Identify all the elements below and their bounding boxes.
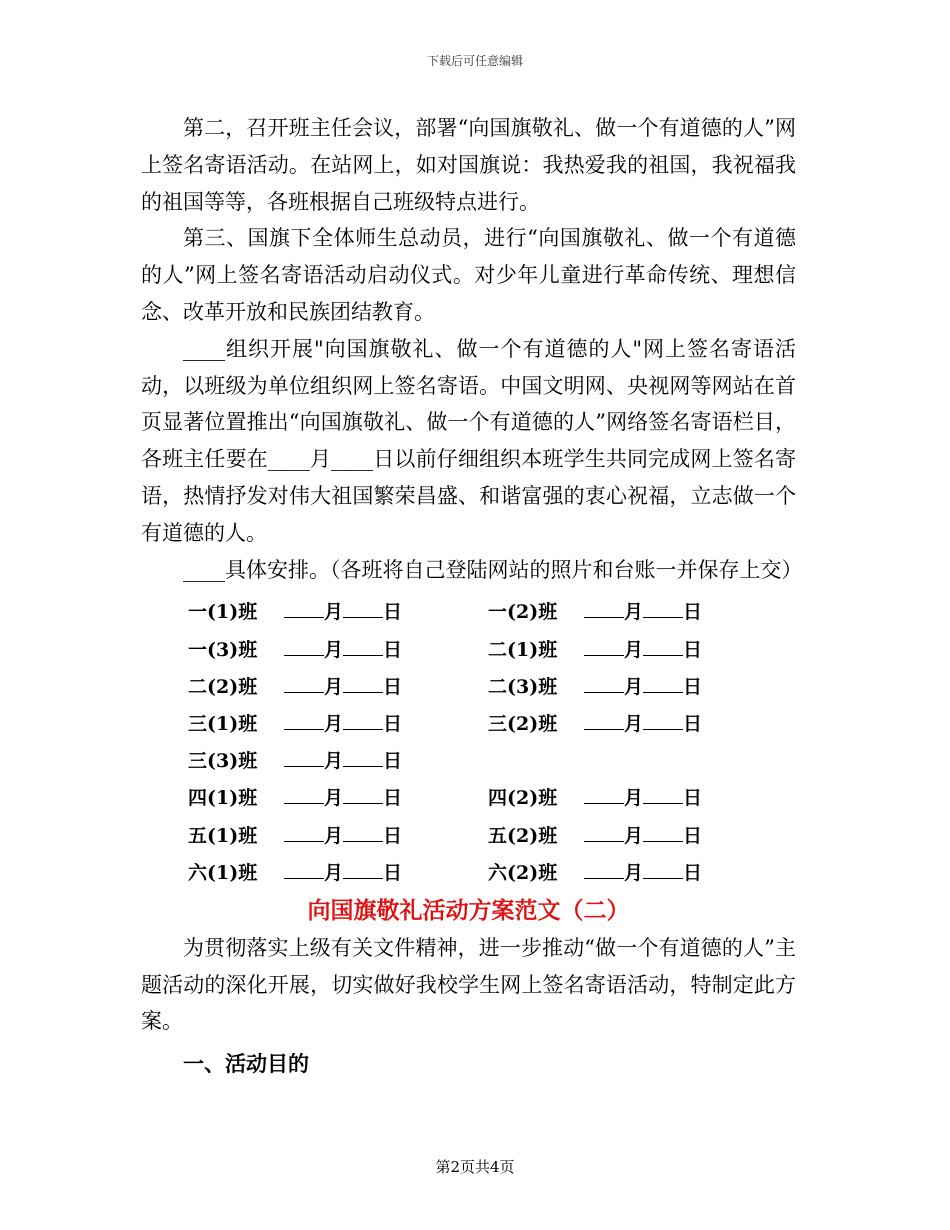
day-blank (643, 678, 683, 693)
schedule-row (188, 853, 788, 890)
day-label: 日 (383, 750, 403, 773)
schedule-entry (188, 746, 488, 773)
day-blank (343, 827, 383, 842)
class-name: 五(2)班 (488, 824, 558, 847)
date-blank (584, 672, 702, 699)
day-label: 日 (683, 675, 703, 698)
month-blank (284, 789, 324, 804)
date-blank (584, 709, 702, 736)
paragraph-organize: ____组织开展"向国旗敬礼、做一个有道德的人"网上签名寄语活动，以班级为单位组织网上签名寄语。中国文明网、央视网等网站在首页显著位置推出“向国旗敬礼、做一个有道德的人”网络签名寄语栏目，各班主任要在____月____日以前仔细组织本班学生共同完成网上签名寄语，热情抒发对伟大祖国繁荣昌盛、和谐富强的衷心祝福，立志做一个有道德的人。 (141, 336, 796, 545)
day-blank (343, 603, 383, 618)
schedule-entry (488, 635, 788, 662)
section-title: 向国旗敬礼活动方案范文（二） (307, 896, 630, 924)
schedule-row (188, 667, 788, 704)
month-blank (284, 864, 324, 879)
date-blank (284, 672, 402, 699)
schedule-row (188, 592, 788, 629)
class-name: 六(1)班 (188, 861, 258, 884)
date-blank (284, 858, 402, 885)
schedule-entry (488, 597, 788, 624)
schedule-entry (488, 783, 788, 810)
month-label: 月 (624, 601, 644, 624)
day-label: 日 (383, 638, 403, 661)
day-label: 日 (383, 787, 403, 810)
day-label: 日 (683, 601, 703, 624)
month-label: 月 (324, 638, 344, 661)
schedule-entry (188, 783, 488, 810)
class-name: 一(1)班 (188, 601, 258, 624)
paragraph-mobilization: 第三、国旗下全体师生总动员，进行“向国旗敬礼、做一个有道德的人”网上签名寄语活动启动仪式。对少年儿童进行革命传统、理想信念、改革开放和民族团结教育。 (141, 226, 796, 324)
class-name: 五(1)班 (188, 824, 258, 847)
class-name: 四(2)班 (488, 787, 558, 810)
month-blank (584, 641, 624, 656)
class-name: 一(2)班 (488, 601, 558, 624)
day-label: 日 (683, 787, 703, 810)
class-schedule (188, 592, 788, 890)
class-name: 二(3)班 (488, 675, 558, 698)
month-blank (584, 603, 624, 618)
month-blank (584, 789, 624, 804)
month-label: 月 (324, 750, 344, 773)
month-blank (584, 864, 624, 879)
month-label: 月 (624, 713, 644, 736)
class-name: 二(2)班 (188, 675, 258, 698)
month-label: 月 (324, 824, 344, 847)
day-blank (343, 678, 383, 693)
month-label: 月 (624, 675, 644, 698)
section-heading: 一、活动目的 (183, 1051, 309, 1077)
month-label: 月 (624, 861, 644, 884)
schedule-row (188, 630, 788, 667)
month-blank (584, 827, 624, 842)
month-blank (584, 678, 624, 693)
day-blank (643, 603, 683, 618)
class-name: 一(3)班 (188, 638, 258, 661)
month-label: 月 (624, 824, 644, 847)
schedule-row (188, 815, 788, 852)
page-footer: 第2页共4页 (435, 1158, 515, 1176)
day-blank (643, 827, 683, 842)
paragraph-meeting: 第二，召开班主任会议，部署“向国旗敬礼、做一个有道德的人”网上签名寄语活动。在站网上，如对国旗说：我热爱我的祖国，我祝福我的祖国等等，各班根据自己班级特点进行。 (141, 116, 796, 214)
month-blank (584, 715, 624, 730)
date-blank (284, 746, 402, 773)
day-label: 日 (683, 638, 703, 661)
day-blank (643, 715, 683, 730)
day-blank (343, 789, 383, 804)
class-name: 三(2)班 (488, 713, 558, 736)
class-name: 三(3)班 (188, 750, 258, 773)
day-label: 日 (383, 675, 403, 698)
paragraph-arrangement: ____具体安排。（各班将自己登陆网站的照片和台账一并保存上交） (183, 557, 803, 582)
month-blank (284, 603, 324, 618)
class-name: 四(1)班 (188, 787, 258, 810)
schedule-entry (488, 858, 788, 885)
date-blank (584, 597, 702, 624)
class-name: 二(1)班 (488, 638, 558, 661)
page-header: 下载后可任意编辑 (426, 54, 523, 68)
day-blank (343, 715, 383, 730)
day-blank (643, 641, 683, 656)
day-label: 日 (383, 601, 403, 624)
day-blank (343, 752, 383, 767)
date-blank (284, 709, 402, 736)
day-label: 日 (683, 824, 703, 847)
schedule-entry (188, 597, 488, 624)
schedule-row (188, 704, 788, 741)
month-blank (284, 641, 324, 656)
day-label: 日 (383, 824, 403, 847)
schedule-entry (188, 858, 488, 885)
month-label: 月 (324, 861, 344, 884)
schedule-row (188, 741, 788, 778)
day-blank (643, 789, 683, 804)
date-blank (584, 635, 702, 662)
document-body (141, 110, 803, 1084)
month-blank (284, 715, 324, 730)
date-blank (284, 783, 402, 810)
day-blank (343, 864, 383, 879)
day-label: 日 (383, 861, 403, 884)
day-label: 日 (683, 713, 703, 736)
schedule-entry (488, 709, 788, 736)
date-blank (284, 635, 402, 662)
class-name: 六(2)班 (488, 861, 558, 884)
day-blank (643, 864, 683, 879)
schedule-row (188, 778, 788, 815)
date-blank (284, 821, 402, 848)
schedule-entry (488, 672, 788, 699)
class-name: 三(1)班 (188, 713, 258, 736)
schedule-entry (188, 672, 488, 699)
day-label: 日 (383, 713, 403, 736)
schedule-entry (188, 821, 488, 848)
month-label: 月 (624, 638, 644, 661)
month-label: 月 (324, 713, 344, 736)
date-blank (584, 783, 702, 810)
schedule-entry (188, 635, 488, 662)
month-label: 月 (324, 675, 344, 698)
month-blank (284, 827, 324, 842)
month-label: 月 (624, 787, 644, 810)
month-blank (284, 678, 324, 693)
schedule-entry (488, 821, 788, 848)
date-blank (584, 858, 702, 885)
day-blank (343, 641, 383, 656)
schedule-entry (188, 709, 488, 736)
month-label: 月 (324, 787, 344, 810)
month-label: 月 (324, 601, 344, 624)
section-intro: 为贯彻落实上级有关文件精神，进一步推动“做一个有道德的人”主题活动的深化开展，切实做好我校学生网上签名寄语活动，特制定此方案。 (141, 935, 796, 1034)
day-label: 日 (683, 861, 703, 884)
month-blank (284, 752, 324, 767)
date-blank (284, 597, 402, 624)
date-blank (584, 821, 702, 848)
